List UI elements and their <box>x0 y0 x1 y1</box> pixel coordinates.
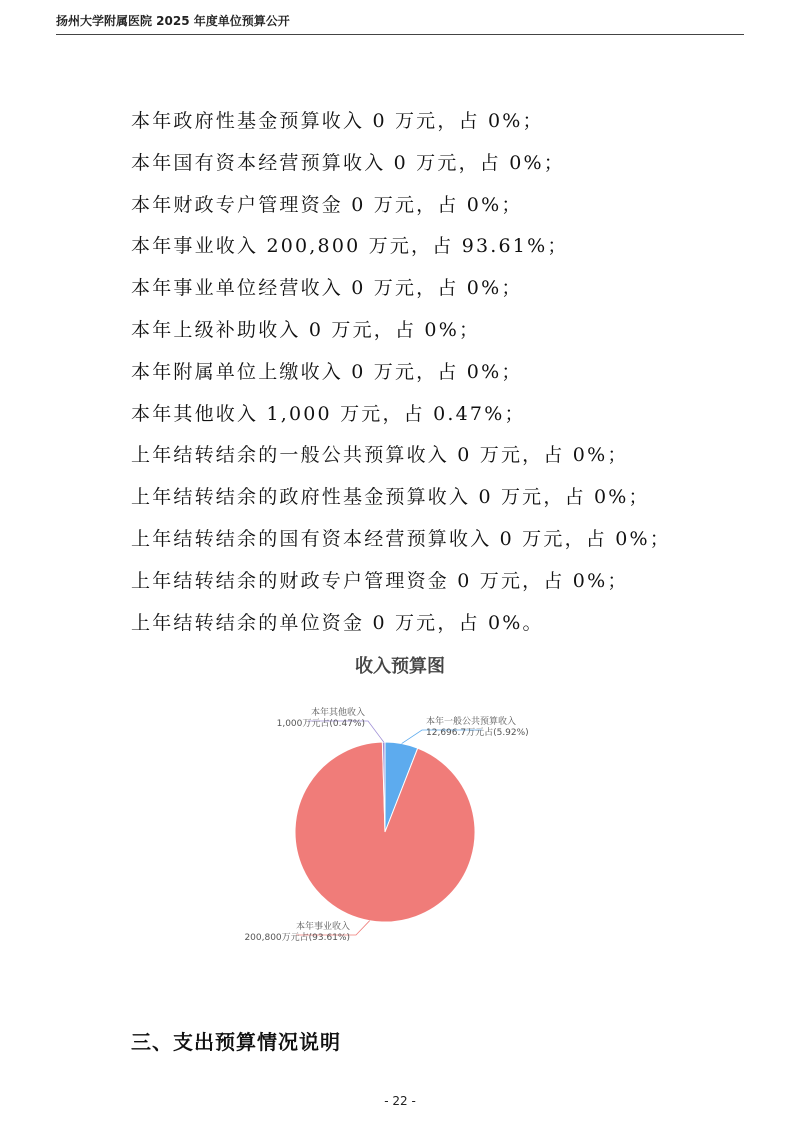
chart-title: 收入预算图 <box>355 656 445 677</box>
pie-slice-value-label: 1,000万元占(0.47%) <box>276 719 365 729</box>
income-line: 本年事业收入 200,800 万元，占 93.61%； <box>131 235 569 258</box>
pie-slice-name-label: 本年事业收入 <box>295 922 350 932</box>
income-line: 本年事业单位经营收入 0 万元，占 0%； <box>131 277 523 300</box>
income-line: 上年结转结余的一般公共预算收入 0 万元，占 0%； <box>131 444 629 467</box>
income-line: 本年财政专户管理资金 0 万元，占 0%； <box>131 193 523 216</box>
income-line: 本年国有资本经营预算收入 0 万元，占 0%； <box>131 151 565 174</box>
pie-slice-name-label: 本年其他收入 <box>310 708 365 718</box>
income-line: 上年结转结余的政府性基金预算收入 0 万元，占 0%； <box>131 486 650 509</box>
pie-slice-value-label: 200,800万元占(93.61%) <box>244 933 350 943</box>
section-heading: 三、支出预算情况说明 <box>131 1030 341 1054</box>
income-line: 本年其他收入 1,000 万元，占 0.47%； <box>131 402 526 425</box>
header-divider <box>56 34 744 35</box>
income-line: 上年结转结余的国有资本经营预算收入 0 万元，占 0%； <box>131 527 671 550</box>
page-number: - 22 - <box>384 1094 416 1108</box>
income-line: 上年结转结余的财政专户管理资金 0 万元，占 0%； <box>131 569 629 592</box>
income-line: 本年政府性基金预算收入 0 万元，占 0%； <box>131 110 544 132</box>
income-line: 上年结转结余的单位资金 0 万元，占 0%。 <box>131 611 544 634</box>
income-line: 本年附属单位上缴收入 0 万元，占 0%； <box>131 360 523 383</box>
document-header: 扬州大学附属医院 2025 年度单位预算公开 <box>56 14 290 28</box>
pie-slice-value-label: 12,696.7万元占(5.92%) <box>426 728 529 738</box>
pie-slice-name-label: 本年一般公共预算收入 <box>426 717 517 727</box>
income-line: 本年上级补助收入 0 万元，占 0%； <box>131 318 481 341</box>
income-pie-chart <box>200 690 600 970</box>
income-description-list <box>131 107 671 650</box>
